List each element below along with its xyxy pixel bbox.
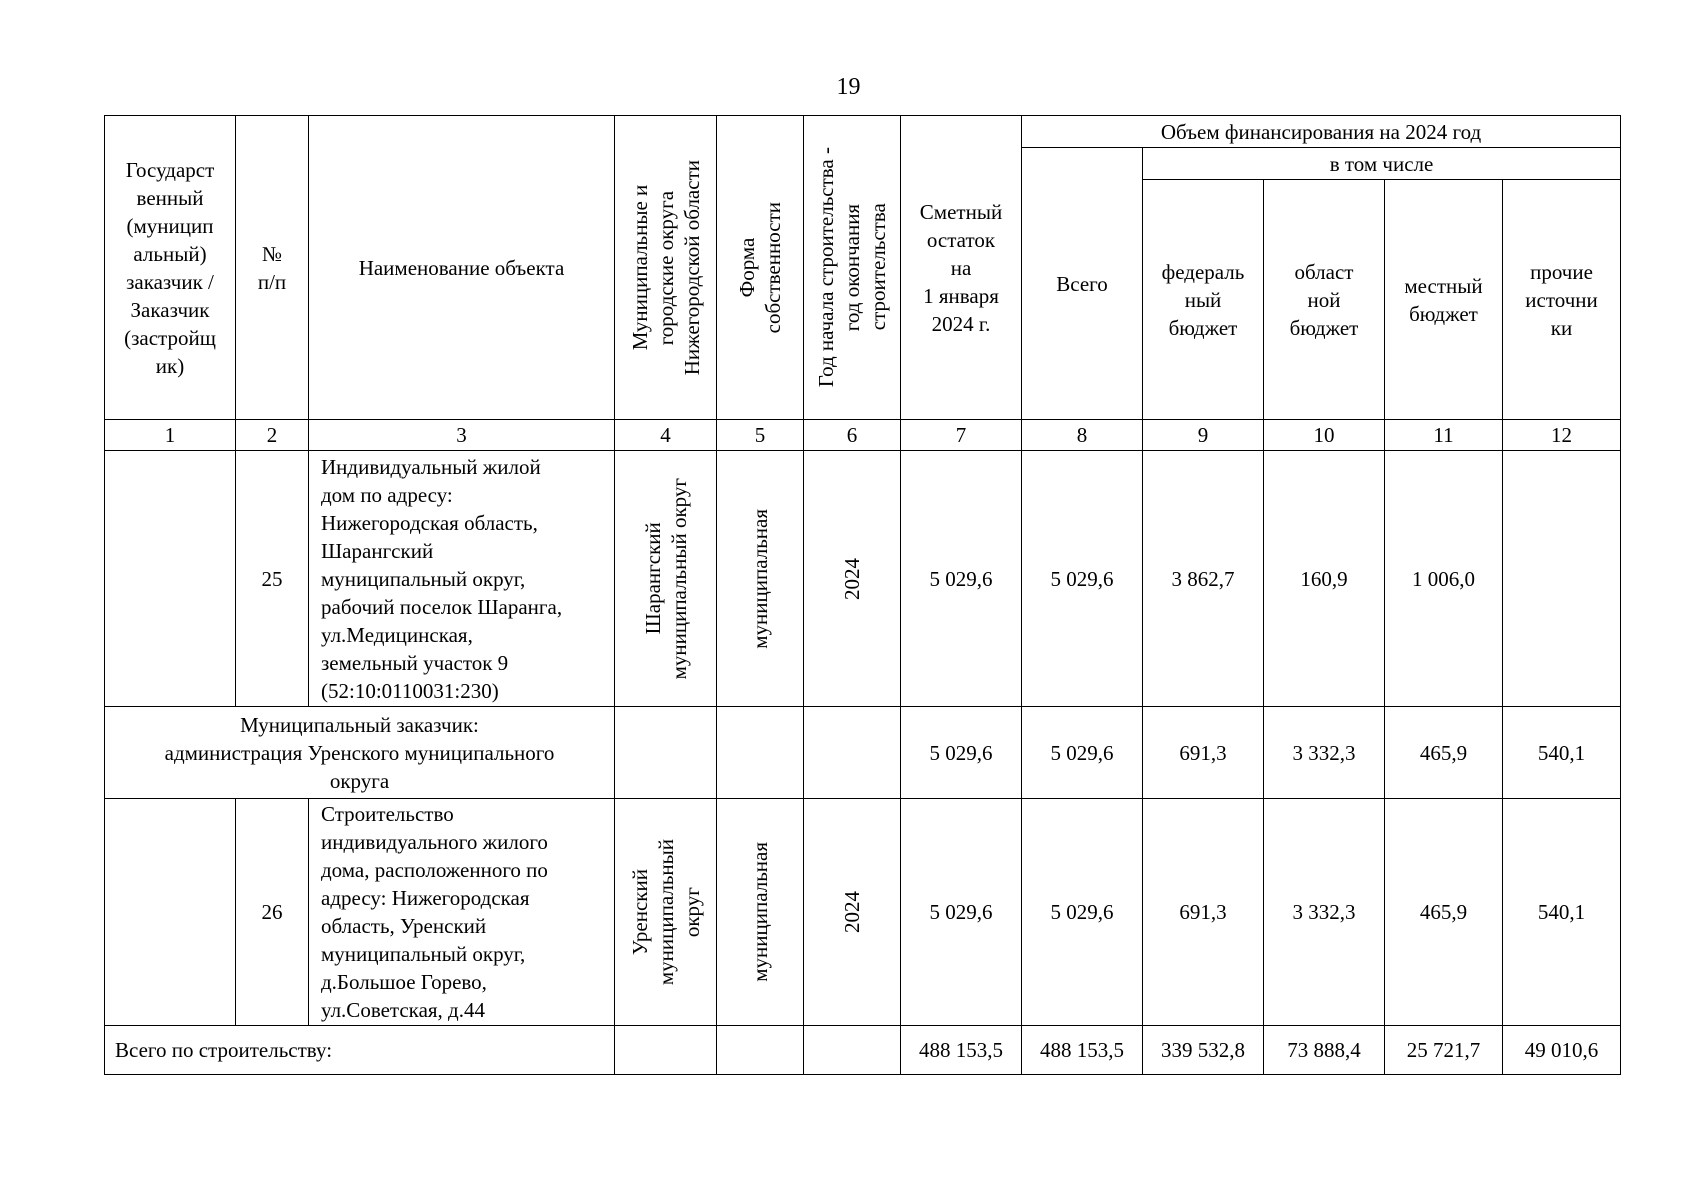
- header-local: местный бюджет: [1385, 180, 1503, 420]
- column-number: 3: [309, 420, 615, 451]
- row-federal: 3 862,7: [1143, 451, 1264, 707]
- header-years-cell: [804, 116, 901, 420]
- row-object-name: Строительство индивидуального жилого дома, расположенного по адресу: Нижегородская область, Уренский муниципальный округ, д.Большое Горево, ул.Советская, д.44: [309, 799, 615, 1026]
- row-federal: 691,3: [1143, 707, 1264, 799]
- row-federal: 691,3: [1143, 799, 1264, 1026]
- empty-cell: [717, 1026, 804, 1075]
- row-ownership: муниципальная: [748, 842, 772, 982]
- row-local: 465,9: [1385, 799, 1503, 1026]
- empty-cell: [804, 1026, 901, 1075]
- header-name: Наименование объекта: [309, 116, 615, 420]
- row-total: 5 029,6: [1022, 707, 1143, 799]
- header-num: № п/п: [236, 116, 309, 420]
- row-district-cell: [615, 799, 717, 1026]
- header-row-1: [105, 116, 1621, 148]
- row-ownership: муниципальная: [748, 508, 772, 649]
- row-regional: 160,9: [1264, 451, 1385, 707]
- row-district-cell: [615, 451, 717, 707]
- totals-total: 488 153,5: [1022, 1026, 1143, 1075]
- row-num: 25: [236, 451, 309, 707]
- row-num: 26: [236, 799, 309, 1026]
- header-ownership-cell: [717, 116, 804, 420]
- column-numbers-row: [105, 420, 1621, 451]
- header-regional: област ной бюджет: [1264, 180, 1385, 420]
- header-district-cell: [615, 116, 717, 420]
- row-total: 5 029,6: [1022, 799, 1143, 1026]
- municipal-customer-label: Муниципальный заказчик: администрация Уренского муниципального округа: [105, 707, 615, 799]
- customer-row: [105, 707, 1621, 799]
- header-federal: федераль ный бюджет: [1143, 180, 1264, 420]
- column-number: 10: [1264, 420, 1385, 451]
- totals-local: 25 721,7: [1385, 1026, 1503, 1075]
- totals-remainder: 488 153,5: [901, 1026, 1022, 1075]
- column-number: 6: [804, 420, 901, 451]
- row-regional: 3 332,3: [1264, 799, 1385, 1026]
- header-customer: Государст венный (муницип альный) заказчик / Заказчик (застройщ ик): [105, 116, 236, 420]
- column-number: 1: [105, 420, 236, 451]
- row-other: 540,1: [1503, 707, 1621, 799]
- row-local: 1 006,0: [1385, 451, 1503, 707]
- row-district: Шарангский муниципальный округ: [640, 477, 691, 680]
- empty-cell: [717, 707, 804, 799]
- row-years-cell: [804, 799, 901, 1026]
- table-row: [105, 451, 1621, 707]
- column-number: 8: [1022, 420, 1143, 451]
- header-years: Год начала строительства - год окончания строительства: [814, 147, 890, 388]
- row-ownership-cell: [717, 799, 804, 1026]
- row-years-cell: [804, 451, 901, 707]
- empty-cell: [804, 707, 901, 799]
- column-number: 2: [236, 420, 309, 451]
- row-other: [1503, 451, 1621, 707]
- row-years: 2024: [840, 557, 864, 600]
- financing-table: [104, 115, 1621, 1075]
- row-object-name: Индивидуальный жилой дом по адресу: Нижегородская область, Шарангский муниципальный округ, рабочий поселок Шаранга, ул.Медицинская, земельный участок 9 (52:10:0110031:230): [309, 451, 615, 707]
- row-remainder: 5 029,6: [901, 707, 1022, 799]
- column-number: 9: [1143, 420, 1264, 451]
- row-remainder: 5 029,6: [901, 451, 1022, 707]
- column-number: 12: [1503, 420, 1621, 451]
- row-local: 465,9: [1385, 707, 1503, 799]
- row-years: 2024: [840, 891, 864, 933]
- row-other: 540,1: [1503, 799, 1621, 1026]
- totals-regional: 73 888,4: [1264, 1026, 1385, 1075]
- header-ownership: Форма собственности: [735, 201, 785, 334]
- totals-other: 49 010,6: [1503, 1026, 1621, 1075]
- totals-label: Всего по строительству:: [105, 1026, 615, 1075]
- empty-cell: [615, 707, 717, 799]
- header-district: Муниципальные и городские округа Нижегородской области: [627, 159, 704, 376]
- row-district: Уренский муниципальный округ: [627, 838, 704, 986]
- column-number: 7: [901, 420, 1022, 451]
- totals-federal: 339 532,8: [1143, 1026, 1264, 1075]
- row-customer: [105, 799, 236, 1026]
- row-total: 5 029,6: [1022, 451, 1143, 707]
- header-total: Всего: [1022, 148, 1143, 420]
- row-regional: 3 332,3: [1264, 707, 1385, 799]
- column-number: 11: [1385, 420, 1503, 451]
- header-other: прочие источни ки: [1503, 180, 1621, 420]
- row-customer: [105, 451, 236, 707]
- page-number: 19: [836, 74, 861, 100]
- column-number: 5: [717, 420, 804, 451]
- column-number: 4: [615, 420, 717, 451]
- totals-row: [105, 1026, 1621, 1075]
- row-remainder: 5 029,6: [901, 799, 1022, 1026]
- header-remainder: Сметный остаток на 1 января 2024 г.: [901, 116, 1022, 420]
- empty-cell: [615, 1026, 717, 1075]
- table-row: [105, 799, 1621, 1026]
- header-including: в том числе: [1143, 148, 1621, 180]
- row-ownership-cell: [717, 451, 804, 707]
- header-funding-title: Объем финансирования на 2024 год: [1022, 116, 1621, 148]
